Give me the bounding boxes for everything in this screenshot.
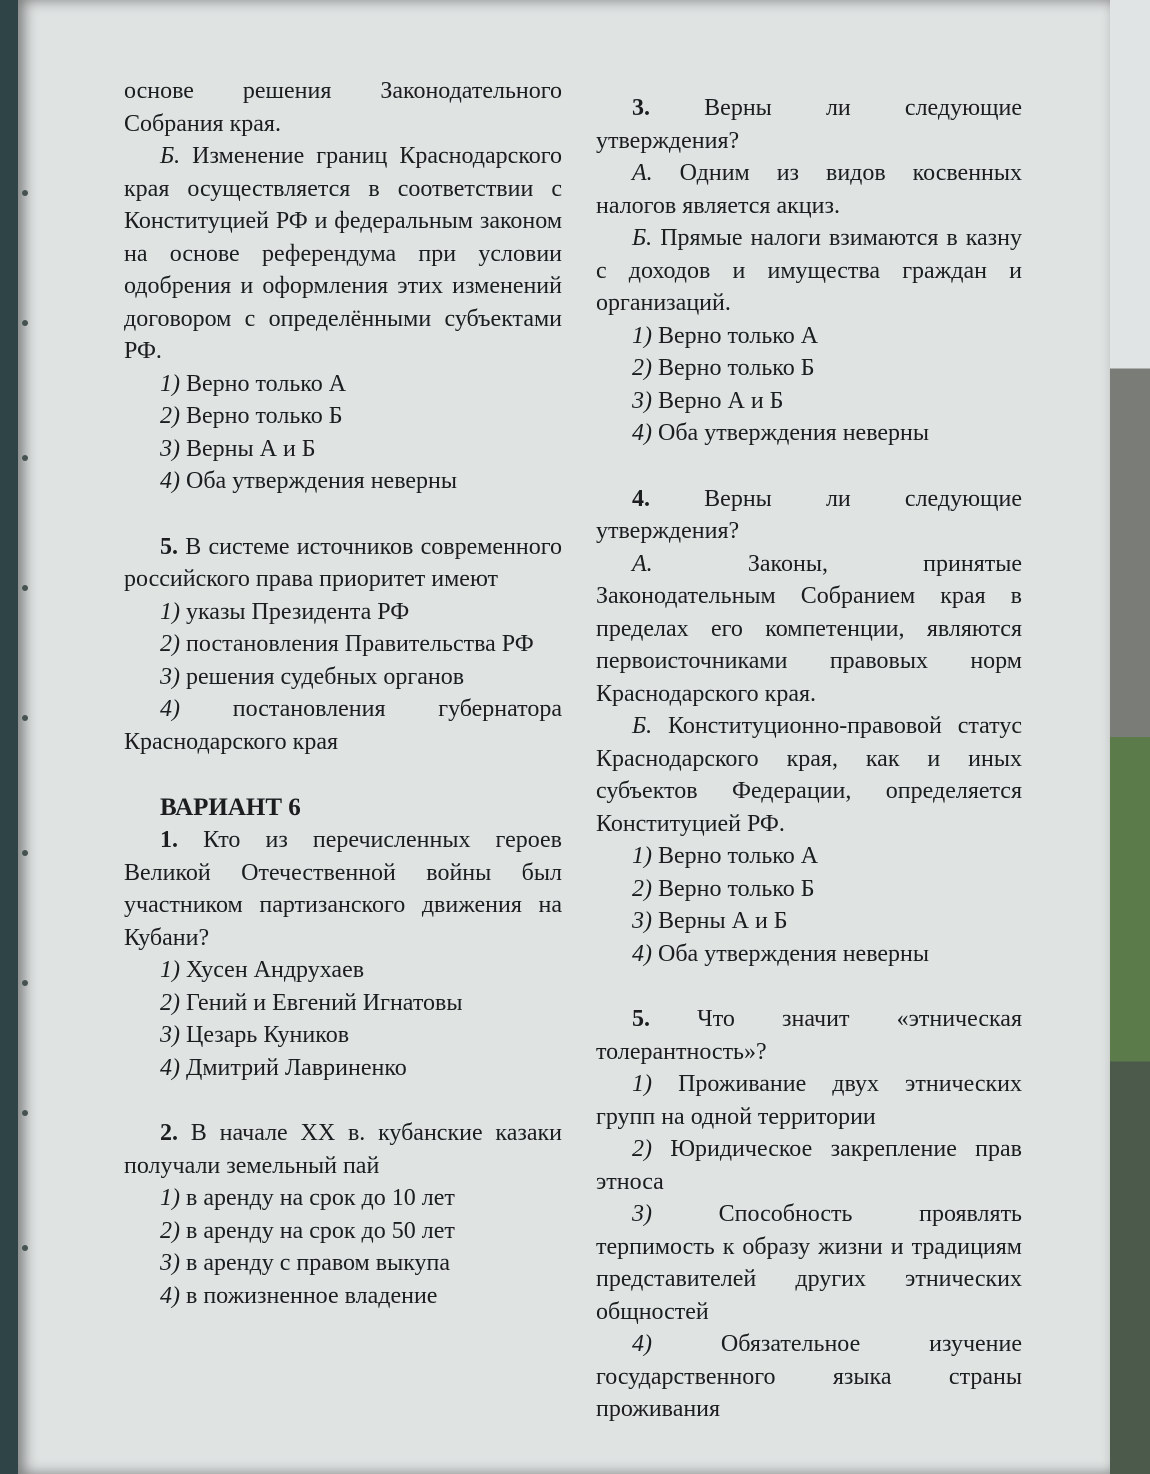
question-number: 2. [160,1120,178,1146]
statement-label: А. [632,550,653,577]
option-text: Верно только Б [658,355,815,381]
answer-option [124,1215,562,1248]
option-text: постановления губернатора Краснодарского края [124,696,563,755]
option-text: Верны А и Б [186,435,316,462]
statement-a [596,548,1022,711]
question-3 [596,92,1022,157]
option-number: 4) [160,1282,180,1309]
option-text: Цезарь Куников [186,1022,350,1048]
variant-heading: ВАРИАНТ 6 [160,794,301,821]
option-number: 2) [160,631,180,657]
answer-option [596,905,1022,938]
answer-option [596,873,1022,906]
option-text: Верно только А [658,322,819,349]
question-text: Кто из перечисленных героев Великой Отечественной войны был участником партизанского движения на Кубани? [124,827,563,951]
answer-option [596,1328,1022,1426]
statement-b-label: Б. [160,143,181,169]
option-number: 1) [632,1071,652,1097]
option-text: в аренду с правом выкупа [186,1250,451,1276]
answer-option [596,1198,1022,1328]
question-text: В системе источников современного российского права приоритет имеют [124,533,562,592]
option-text: в аренду на срок до 10 лет [186,1185,455,1211]
option-text: Оба утверждения неверны [658,420,930,446]
option-text: Способность проявлять терпимость к образу жизни и традициям представителей других этнических общностей [596,1201,1023,1325]
question-number: 5. [160,533,178,560]
option-text: Верно только А [186,370,347,397]
option-text: Оба утверждения неверны [658,940,930,967]
option-text: Верны А и Б [658,908,788,934]
answer-option [124,987,562,1020]
answer-option [596,320,1022,353]
answer-option [124,400,562,433]
answer-option [124,628,562,661]
option-text: указы Президента РФ [186,598,410,625]
question-number: 5. [632,1006,650,1032]
option-number: 2) [160,403,180,429]
option-number: 1) [632,843,652,869]
answer-option [124,1247,562,1280]
option-number: 4) [632,1331,652,1357]
option-text: Юридическое закрепление прав этноса [596,1136,1022,1195]
option-number: 1) [160,598,180,625]
statement-b [596,710,1022,840]
answer-option [124,1052,562,1085]
question-text: Что значит «этническая толерантность»? [596,1006,1022,1065]
answer-option [596,385,1022,418]
answer-option [124,433,562,466]
statement-a [596,157,1022,222]
option-number: 3) [160,1022,180,1048]
option-number: 2) [632,355,652,381]
question-number: 3. [632,95,650,121]
option-text: Верно А и Б [658,387,784,414]
option-text: Верно только А [658,843,819,869]
statement-text: Прямые налоги взимаются в казну с доходов и имущества граждан и организаций. [596,225,1023,316]
answer-option [596,1068,1022,1133]
question-number: 1. [160,827,178,853]
option-text: в аренду на срок до 50 лет [186,1217,455,1244]
option-number: 4) [160,468,180,494]
option-number: 2) [160,989,180,1016]
option-number: 1) [160,1185,180,1211]
continuation-text: основе решения Законодательного Собрания края. [124,78,562,137]
answer-option [124,596,562,629]
answer-option [124,661,562,694]
answer-option [124,693,562,758]
option-text: Дмитрий Лавриненко [186,1054,407,1081]
option-text: Верно только Б [186,403,343,429]
variant6-question-2 [124,1117,562,1182]
answer-option [124,465,562,498]
option-text: Оба утверждения неверны [186,468,458,494]
statement-label: А. [632,160,653,186]
answer-option [124,1182,562,1215]
left-column [124,75,562,1312]
option-number: 3) [160,1250,180,1276]
statement-text: Законы, принятые Законодательным Собранием края в пределах его компетенции, являются первоисточниками правовых норм Краснодарского края. [596,550,1022,707]
option-number: 2) [160,1217,180,1244]
option-text: Хусен Андрухаев [186,957,365,983]
statement-label: Б. [632,713,653,739]
option-number: 4) [160,696,180,722]
option-number: 1) [160,370,180,397]
question-text: Верны ли следующие утверждения? [596,95,1022,154]
option-number: 1) [160,957,180,983]
option-text: в пожизненное владение [186,1282,438,1309]
option-text: постановления Правительства РФ [186,631,534,657]
answer-option [124,368,562,401]
option-number: 2) [632,1136,652,1162]
statement-b-text: Изменение границ Краснодарского края осуществляется в соответствии с Конституцией РФ и федеральным законом на основе референдума при условии одобрения и оформления этих изменений договором с определёнными субъектами РФ. [124,143,562,364]
question-text: Верны ли следующие утверждения? [596,485,1022,544]
answer-option [124,954,562,987]
question-4 [596,483,1022,548]
question-5 [124,531,562,596]
option-text: Верно только Б [658,875,815,902]
statement-text: Одним из видов косвенных налогов является акциз. [596,160,1023,219]
question-number: 4. [632,485,650,512]
option-number: 3) [632,387,652,414]
option-number: 4) [160,1054,180,1081]
answer-option [596,938,1022,971]
option-number: 3) [160,435,180,462]
option-text: Обязательное изучение государственного языка страны проживания [596,1331,1023,1422]
answer-option [596,352,1022,385]
answer-option [596,417,1022,450]
question-5-right [596,1003,1022,1068]
option-number: 4) [632,940,652,967]
option-text: Гений и Евгений Игнатовы [186,989,463,1016]
option-number: 3) [632,908,652,934]
statement-b [596,222,1022,320]
statement-label: Б. [632,225,653,251]
answer-option [596,1133,1022,1198]
answer-option [124,1019,562,1052]
variant6-question-1 [124,824,562,954]
statement-b [124,140,562,368]
option-number: 3) [160,663,180,690]
option-text: решения судебных органов [186,663,465,690]
option-text: Проживание двух этнических групп на одной территории [596,1071,1023,1130]
option-number: 1) [632,322,652,349]
statement-text: Конституционно-правовой статус Краснодарского края, как и иных субъектов Федерации, определяется Конституцией РФ. [596,713,1022,837]
answer-option [596,840,1022,873]
right-column [596,92,1022,1426]
option-number: 2) [632,875,652,902]
option-number: 4) [632,420,652,446]
answer-option [124,1280,562,1313]
background-right [1110,0,1150,1474]
option-number: 3) [632,1201,652,1227]
question-text: В начале XX в. кубанские казаки получали земельный пай [124,1120,562,1179]
